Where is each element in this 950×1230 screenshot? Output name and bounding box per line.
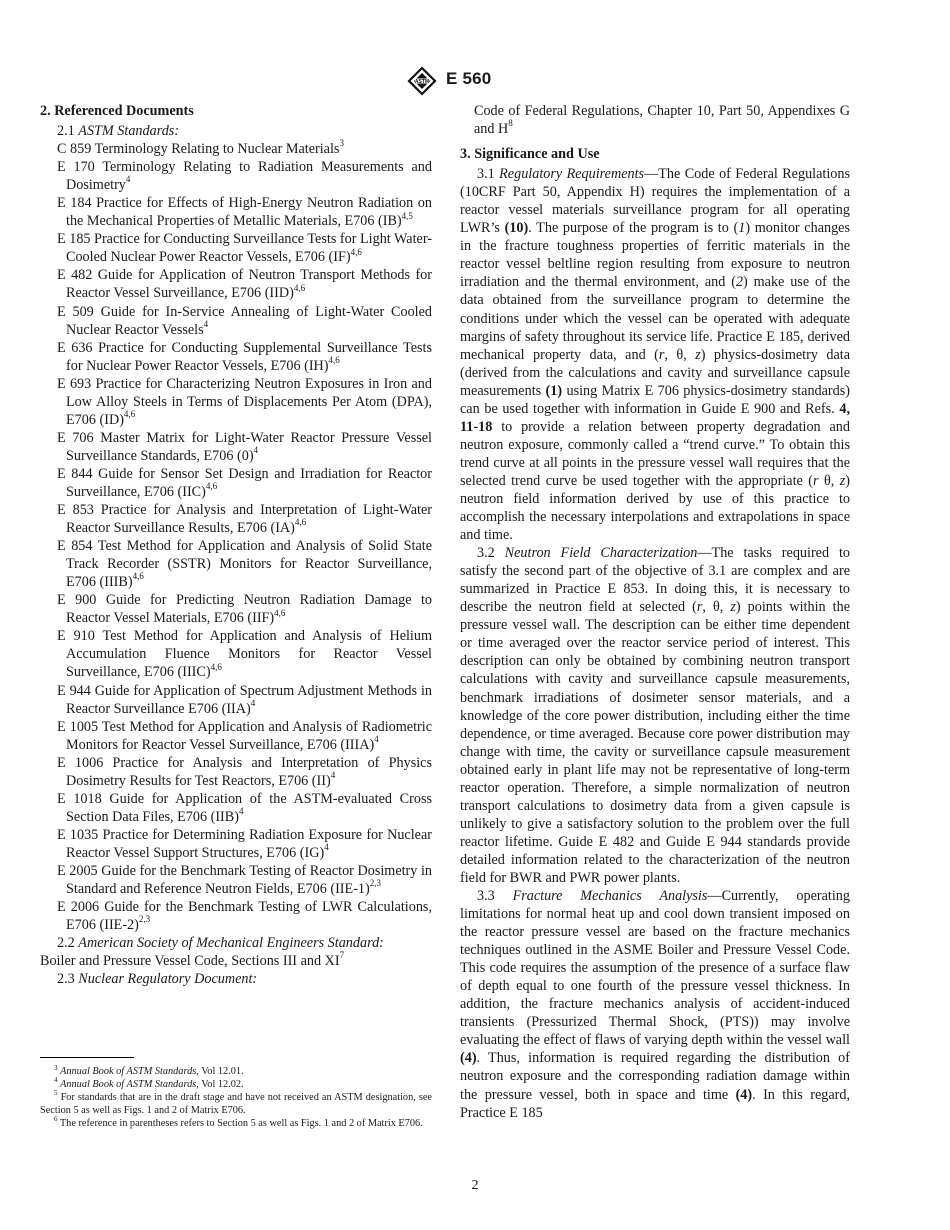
reference-item: E 1035 Practice for Determining Radiation Exposure for Nuclear Reactor Vessel Support Structures, E706 (IG)$^4$ [57,826,432,861]
reference-item: E 693 Practice for Characterizing Neutron Exposures in Iron and Low Alloy Steels in Terms of Displacements Per Atom (DPA), E706 (ID)$^{4,6}$ [57,375,432,428]
reference-item: E 853 Practice for Analysis and Interpretation of Light-Water Reactor Surveillance Results, E706 (IA)$^{4,6}$ [57,502,432,537]
subsection-2-1: 2.1 ASTM Standards: [57,123,180,140]
left-column [40,102,432,988]
footnote-5: $^5$ For standards that are in the draft stage and have not received an ASTM designation, see Section 5 as well as Figs. 1 and 2 of Matrix E706. [40,1089,432,1116]
astm-reference-list [40,140,432,934]
reference-item: E 636 Practice for Conducting Supplemental Surveillance Tests for Nuclear Power Reactor Vessels, E706 (IH)$^{4,6}$ [57,339,432,374]
reference-item: E 2006 Guide for the Benchmark Testing of LWR Calculations, E706 $(IIE-2)^{2,3}$ [57,899,432,934]
reference-item: E 900 Guide for Predicting Neutron Radiation Damage to Reactor Vessel Materials, E706 (IIF)$^{4,6}$ [57,592,432,627]
cfr-reference: Code of Federal Regulations, Chapter 10, Part 50, Appendixes G and $H^8$ [474,103,850,138]
reference-item: E 482 Guide for Application of Neutron Transport Methods for Reactor Vessel Surveillance, E706 (IID)$^{4,6}$ [57,267,432,302]
asme-reference: Boiler and Pressure Vessel Code, Sections III and $XI^7$ [40,950,345,970]
reference-item: E 170 Terminology Relating to Radiation Measurements and Dosimetry$^4$ [57,159,432,194]
reference-item: E 1006 Practice for Analysis and Interpretation of Physics Dosimetry Results for Test Reactors, E706 (II)$^4$ [57,754,432,789]
standard-designation: E 560 [446,69,492,88]
reference-item: E 910 Test Method for Application and Analysis of Helium Accumulation Fluence Monitors for Reactor Vessel Surveillance, E706 (IIIC)$^{4,6}$ [57,628,432,681]
paragraph-3-3: 3.3 Fracture Mechanics Analysis—Currently, operating limitations for normal heat up and cool down transient imposed on the reactor pressure vessel are based on the fracture mechanics techniques outlined in the ASME Boiler and Pressure Vessel Code. This code requires the assumption of the presence of a surface flaw of depth equal to one fourth of the pressure vessel thickness. In addition, the fracture mechanics analysis of accident-induced transients (Pressurized Thermal Shock, (PTS)) may involve evaluating the effect of flaws of varying depth within the vessel wall (4). Thus, information is required regarding the distribution of neutron exposure and the corresponding radiation damage within the pressure vessel, both in space and time (4). In this regard, Practice E 185 [460,888,850,1121]
subsection-2-2: 2.2 American Society of Mechanical Engineers Standard: [57,935,384,952]
subsection-2-3: 2.3 Nuclear Regulatory Document: [57,971,258,988]
paragraph-3-1: 3.1 Regulatory Requirements—The Code of Federal Regulations (10CRF Part 50, Appendix H) requires the implementation of a reactor vessel materials surveillance program for all operating LWR’s (10). The purpose of the program is to (1) monitor changes in the fracture toughness properties of ferritic materials in the reactor vessel beltline region resulting from exposure to neutron irradiation and the thermal environment, and (2) make use of the data obtained from the surveillance program to determine the conditions under which the vessel can be operated with adequate margins of safety throughout its service life. Practice E 185, derived mechanical property data, and (r, θ, z) physics-dosimetry data (derived from the calculations and cavity and surveillance capsule measurements (1) using Matrix E 706 physics-dosimetry standards) can be used together with information in Guide E 900 and Refs. 4, 11-18 to provide a relation between property degradation and neutron exposure, commonly called a “trend curve.” To obtain this trend curve at all points in the pressure vessel wall requires that the selected trend curve be used together with the appropriate (r θ, z) neutron field information derived by use of this practice to accomplish the necessary interpolations and extrapolations in space and time. [460,166,851,544]
reference-item: E 706 Master Matrix for Light-Water Reactor Pressure Vessel Surveillance Standards, E706 $(0)^4$ [57,429,432,464]
reference-item: E 1005 Test Method for Application and Analysis of Radiometric Monitors for Reactor Vessel Surveillance, E706 (IIIA)$^4$ [57,718,432,753]
page-number: 2 [471,1178,479,1193]
paragraph-3-2: 3.2 Neutron Field Characterization—The tasks required to satisfy the second part of the objective of 3.1 are complex and are summarized in Practice E 853. In doing this, it is necessary to describe the neutron field at selected (r, θ, z) points within the pressure vessel wall. The description can be either time dependent or time averaged over the reactor service period of interest. This description can only be obtained by combining neutron transport calculations with cavity and surveillance capsule measurements, benchmark irradiations of dosimeter sensor materials, and a knowledge of the core power distribution, including either the time dependence, or time averaged. Because core power distribution may change with time, the cavity or surveillance capsule measurement obtained early in plant life may not be representative of long-term reactor operation. Therefore, a simple normalization of neutron transport calculations to dosimetry data from a given capsule is unlikely to give a satisfactory solution to the problem over the full reactor lifetime. Guide E 482 and Guide E 944 standards provide detailed information related to the characterization of the neutron field for BWR and PWR power plants. [460,545,851,886]
section-3-heading: 3. Significance and Use [460,146,600,163]
astm-logo-icon [405,66,439,96]
svg-text:ASTM: ASTM [414,78,430,85]
section-2-heading: 2. Referenced Documents [40,103,194,119]
reference-item: E 185 Practice for Conducting Surveillance Tests for Light Water-Cooled Nuclear Power Reactor Vessels, E706 (IF)$^{4,6}$ [57,231,432,266]
reference-item: E 844 Guide for Sensor Set Design and Irradiation for Reactor Surveillance, E706 (IIC)$^{4,6}$ [57,465,432,500]
page-header [0,66,950,96]
footnote-divider [40,1057,134,1058]
footnote-3: $^3$ Annual Book of ASTM Standards, Vol 12.01. [54,1063,244,1077]
reference-item: E 944 Guide for Application of Spectrum Adjustment Methods in Reactor Surveillance E706 (IIA)$^4$ [57,682,432,717]
reference-item: E 1018 Guide for Application of the ASTM-evaluated Cross Section Data Files, E706 (IIB)$^4$ [57,790,432,825]
reference-item: C 859 Terminology Relating to Nuclear Materials$^3$ [57,138,344,158]
footnote-4: $^4$ Annual Book of ASTM Standards, Vol 12.02. [54,1076,244,1090]
footnote-6: $^6$ The reference in parentheses refers to Section 5 as well as Figs. 1 and 2 of Matrix E706. [54,1115,423,1129]
reference-item: E 184 Practice for Effects of High-Energy Neutron Radiation on the Mechanical Properties of Metallic Materials, E706 (IB)$^{4,5}$ [57,195,432,230]
reference-item: E 509 Guide for In-Service Annealing of Light-Water Cooled Nuclear Reactor Vessels$^4$ [57,303,432,338]
right-column [460,102,850,1122]
reference-item: E 2005 Guide for the Benchmark Testing of Reactor Dosimetry in Standard and Reference Neutron Fields, E706 $(IIE-1)^{2,3}$ [57,862,432,898]
footnotes [40,1063,432,1131]
reference-item: E 854 Test Method for Application and Analysis of Solid State Track Recorder (SSTR) Monitors for Reactor Surveillance, E706 (IIIB)$^{4,6}$ [57,538,432,591]
